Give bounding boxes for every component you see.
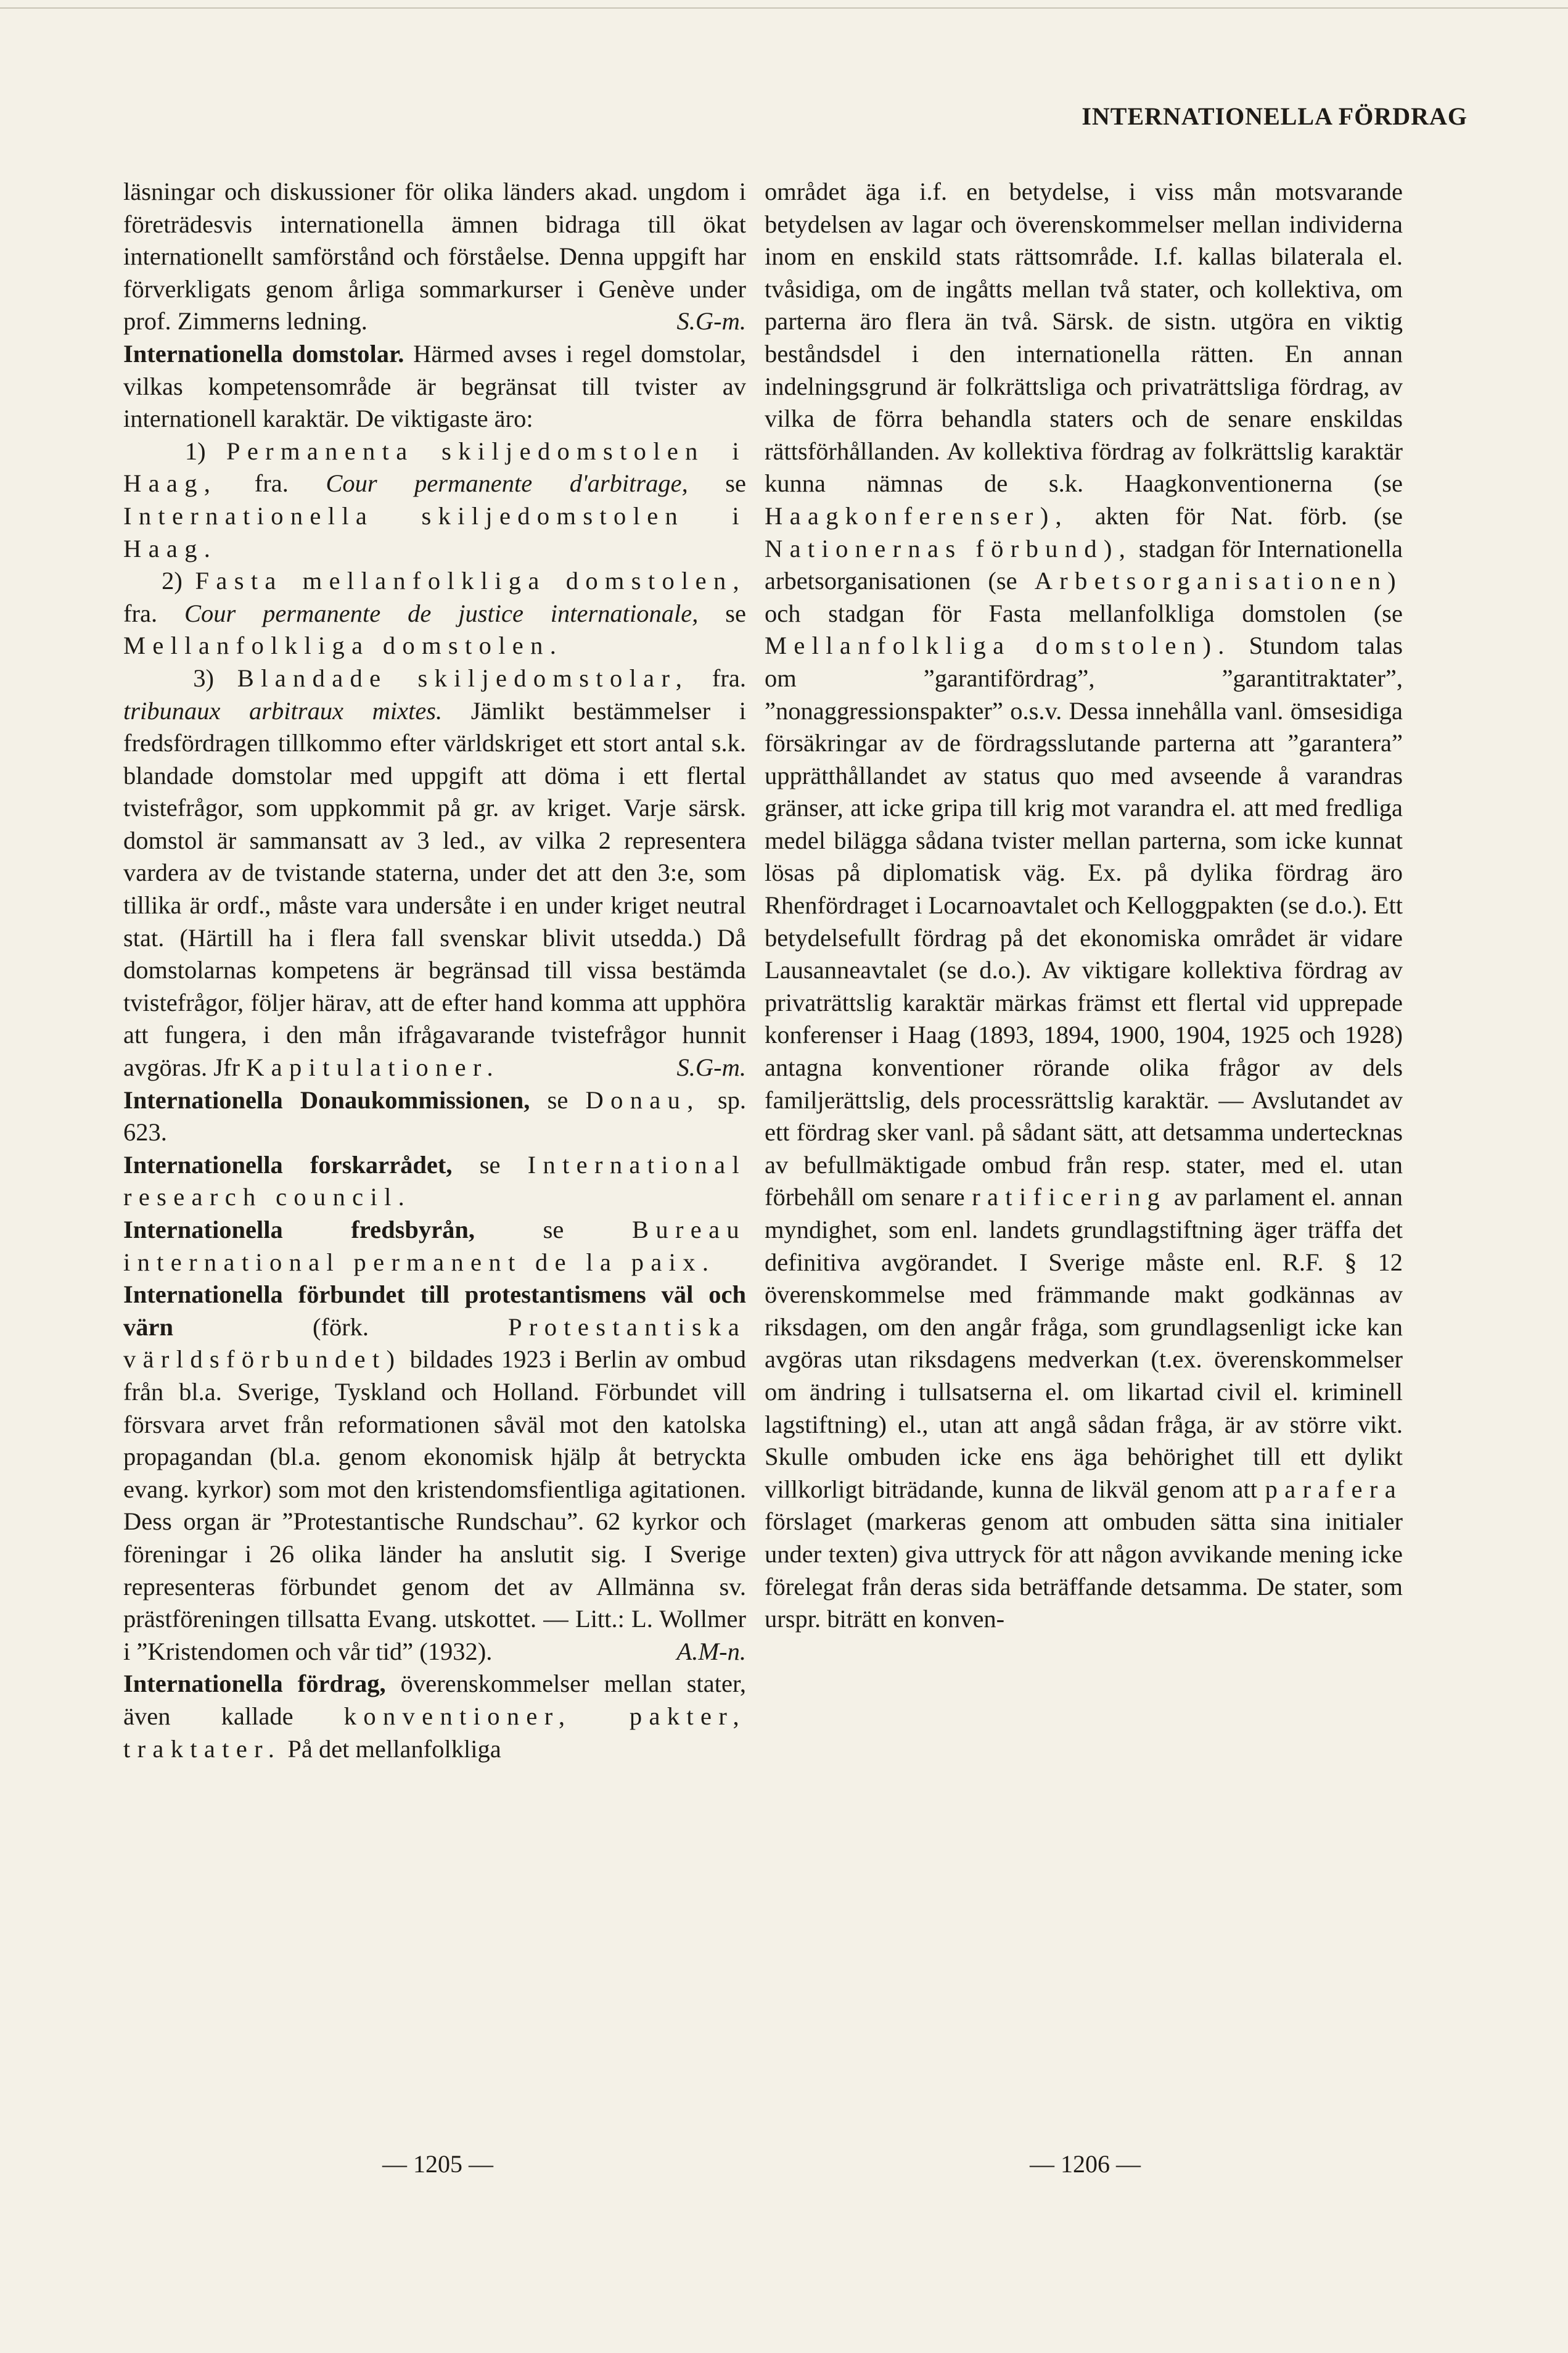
- cross-reference: Bureau international permanent de la paix.: [123, 1216, 747, 1276]
- cross-reference: Donau,: [585, 1086, 700, 1114]
- cross-reference: Haagkonferenser),: [765, 501, 1069, 530]
- cross-reference: Arbetsorganisationen): [1034, 567, 1403, 595]
- page-top-rule: [0, 0, 1568, 9]
- entry-fordrag: Internationella fördrag, överenskommelser mellan stater, även kallade konventioner, pakter, traktater. På det mellanfolkliga: [123, 1670, 747, 1763]
- page-number-right: — 1206 —: [1030, 2150, 1141, 2178]
- list-item-3: 3) Blandade skiljedomstolar, fra. tribunaux arbitraux mixtes. Jämlikt bestämmelser i fredsfördragen tillkommo efter världskriget ett stort antal s.k. blandade domstolar med uppgift att döma i ett flertal tvistefrågor, som uppkommit på gr. av kriget. Varje särsk. domstol är sammansatt av 3 led., av vilka 2 representera vardera av de tvistande staterna, under det att den 3:e, som tillika är ordf., måste vara undersåte i en under kriget neutral stat. (Härtill ha i flera fall svenskar blivit utsedda.) Då domstolarnas kompetens är begränsad till vissa bestämda tvistefrågor, följer härav, att de efter hand komma att upphöra att fungera, i den mån ifrågavarande tvistefrågor hunnit avgöras. Jfr Kapitulationer. S.G-m.: [123, 662, 746, 1084]
- emphasized-term: ratificering: [972, 1183, 1167, 1211]
- cross-reference: Nationernas förbund),: [765, 534, 1133, 562]
- right-column: [765, 176, 1403, 1636]
- entry-headword: Internationella Donaukommissionen,: [123, 1086, 530, 1114]
- cross-reference: Mellanfolkliga domstolen).: [765, 632, 1231, 660]
- emphasized-term: parafera: [1265, 1475, 1403, 1503]
- list-item-1: 1) Permanenta skiljedomstolen i Haag, fra. Cour permanente d'arbitrage, se Internationella skiljedomstolen i Haag.: [123, 437, 747, 562]
- entry-headword: Internationella forskarrådet,: [123, 1150, 453, 1179]
- entry-headword: Internationella förbundet till protestantismens väl och värn: [123, 1280, 746, 1341]
- cross-reference: Internationella skiljedomstolen i Haag.: [123, 501, 746, 562]
- entry-headword: Internationella fredsbyrån,: [123, 1216, 475, 1243]
- author-signature: S.G-m.: [676, 307, 746, 336]
- cross-reference: Kapitulationer.: [246, 1053, 500, 1082]
- entry-headword: Internationella fördrag,: [123, 1670, 386, 1698]
- running-head: INTERNATIONELLA FÖRDRAG: [1082, 102, 1467, 130]
- author-signature: A.M-n.: [676, 1637, 746, 1665]
- entry-headword: Internationella domstolar.: [123, 339, 404, 368]
- entry-donau: Internationella Donaukommissionen, se Donau, sp. 623.: [123, 1086, 746, 1147]
- page-number-left: — 1205 —: [382, 2150, 493, 2178]
- entry-fordrag-continued: området äga i.f. en betydelse, i viss mån motsvarande betydelsen av lagar och överenskommelser mellan individerna inom en enskild stats rättsområde. I.f. kallas bilaterala el. tvåsidiga, om de ingåtts mellan två stater, och kollektiva, om parterna äro flera än två. Särsk. de sistn. utgöra en viktig beståndsdel i den internationella rätten. En annan indelningsgrund är folkrättsliga och privaträttsliga fördrag, av vilka de förra behandla staters och de senare enskildas rättsförhållanden. Av kollektiva fördrag av folkrättslig karaktär kunna nämnas de s.k. Haagkonventionerna (se Haagkonferenser), akten för Nat. förb. (se Nationernas förbund), stadgan för Internationella arbetsorganisationen (se Arbetsorganisationen) och stadgan för Fasta mellanfolkliga domstolen (se Mellanfolkliga domstolen). Stundom talas om ”garantifördrag”, ”garantitraktater”, ”nonaggressionspakter” o.s.v. Dessa innehålla vanl. ömsesidiga försäkringar av de fördragsslutande parterna att ”garantera” upprätthållandet av status quo med avseende å varandras gränser, att icke gripa till krig mot varandra el. att med fredliga medel bilägga sådana tvister mellan parterna, som icke kunnat lösas på diplomatisk väg. Ex. på dylika fördrag äro Rhenfördraget i Locarnoavtalet och Kelloggpakten (se d.o.). Ett betydelsefullt fördrag på det ekonomiska området är vidare Lausanneavtalet (se d.o.). Av viktigare kollektiva fördrag av privaträttslig karaktär märkas främst ett flertal vid upprepade konferenser i Haag (1893, 1894, 1900, 1904, 1925 och 1928) antagna konventioner rörande olika frågor av dels familjerättslig, dels processrättslig karaktär. — Avslutandet av ett fördrag sker vanl. på sådant sätt, att detsamma undertecknas av befullmäktigade ombud från resp. stater, med el. utan förbehåll om senare ratificering av parlament el. annan myndighet, som enl. landets grundlagstiftning äger träffa det definitiva avgörandet. I Sverige måste enl. R.F. § 12 överenskommelse med främmande makt godkännas av riksdagen, om den angår fråga, som grundlagsenligt icke kan avgöras utan riksdagens medverkan (t.ex. överenskommelser om ändring i tullsatserna el. om likartad civil el. kriminell lagstiftning) el., utan att angå sådan fråga, är av större vikt. Skulle ombuden icke ens äga behörighet till ett dylikt villkorligt biträdande, kunna de likväl genom att parafera förslaget (markeras genom att ombuden sätta sina initialer under texten) giva uttryck för att någon avvikande mening icke förelegat från deras sida beträffande detsamma. De stater, som urspr. biträtt en konven-: [765, 178, 1403, 1633]
- left-column: [123, 176, 746, 1765]
- entry-forskarradet: Internationella forskarrådet, se International research council.: [123, 1150, 747, 1211]
- entry-protestantism: Internationella förbundet till protestantismens väl och värn (förk. Protestantiska världsförbundet) bildades 1923 i Berlin av ombud från bl.a. Sverige, Tyskland och Holland. Förbundet vill försvara arvet från reformationen såväl mot den katolska propagandan (bl.a. genom ekonomisk hjälp åt betryckta evang. kyrkor) som mot den kristendomsfientliga agitationen. Dess organ är ”Protestantische Rundschau”. 62 kyrkor och föreningar i 26 olika länder ha anslutit sig. I Sverige representeras förbundet genom det av Allmänna sv. prästföreningen tillsatta Evang. utskottet. — Litt.: L. Wollmer i ”Kristendomen och vår tid” (1932). A.M-n.: [123, 1279, 746, 1668]
- list-item-2: 2) Fasta mellanfolkliga domstolen, fra. Cour permanente de justice internationale, se Mellanfolkliga domstolen.: [123, 567, 747, 660]
- cross-reference: Mellanfolkliga domstolen.: [123, 632, 564, 660]
- paragraph-intro: läsningar och diskussioner för olika länders akad. ungdom i företrädesvis internationella ämnen bidraga till ökat internationellt samförstånd och förståelse. Denna uppgift har förverkligats genom årliga sommarkurser i Genève under prof. Zimmerns ledning. S.G-m.: [123, 176, 746, 338]
- author-signature: S.G-m.: [676, 1053, 746, 1082]
- cross-reference: International research council.: [123, 1150, 747, 1211]
- entry-domstolar: Internationella domstolar. Härmed avses i regel domstolar, vilkas kompetensområde är begränsat till tvister av internationell karaktär. De viktigaste äro:: [123, 339, 747, 433]
- entry-fredsbyran: Internationella fredsbyrån, se Bureau international permanent de la paix.: [123, 1216, 747, 1276]
